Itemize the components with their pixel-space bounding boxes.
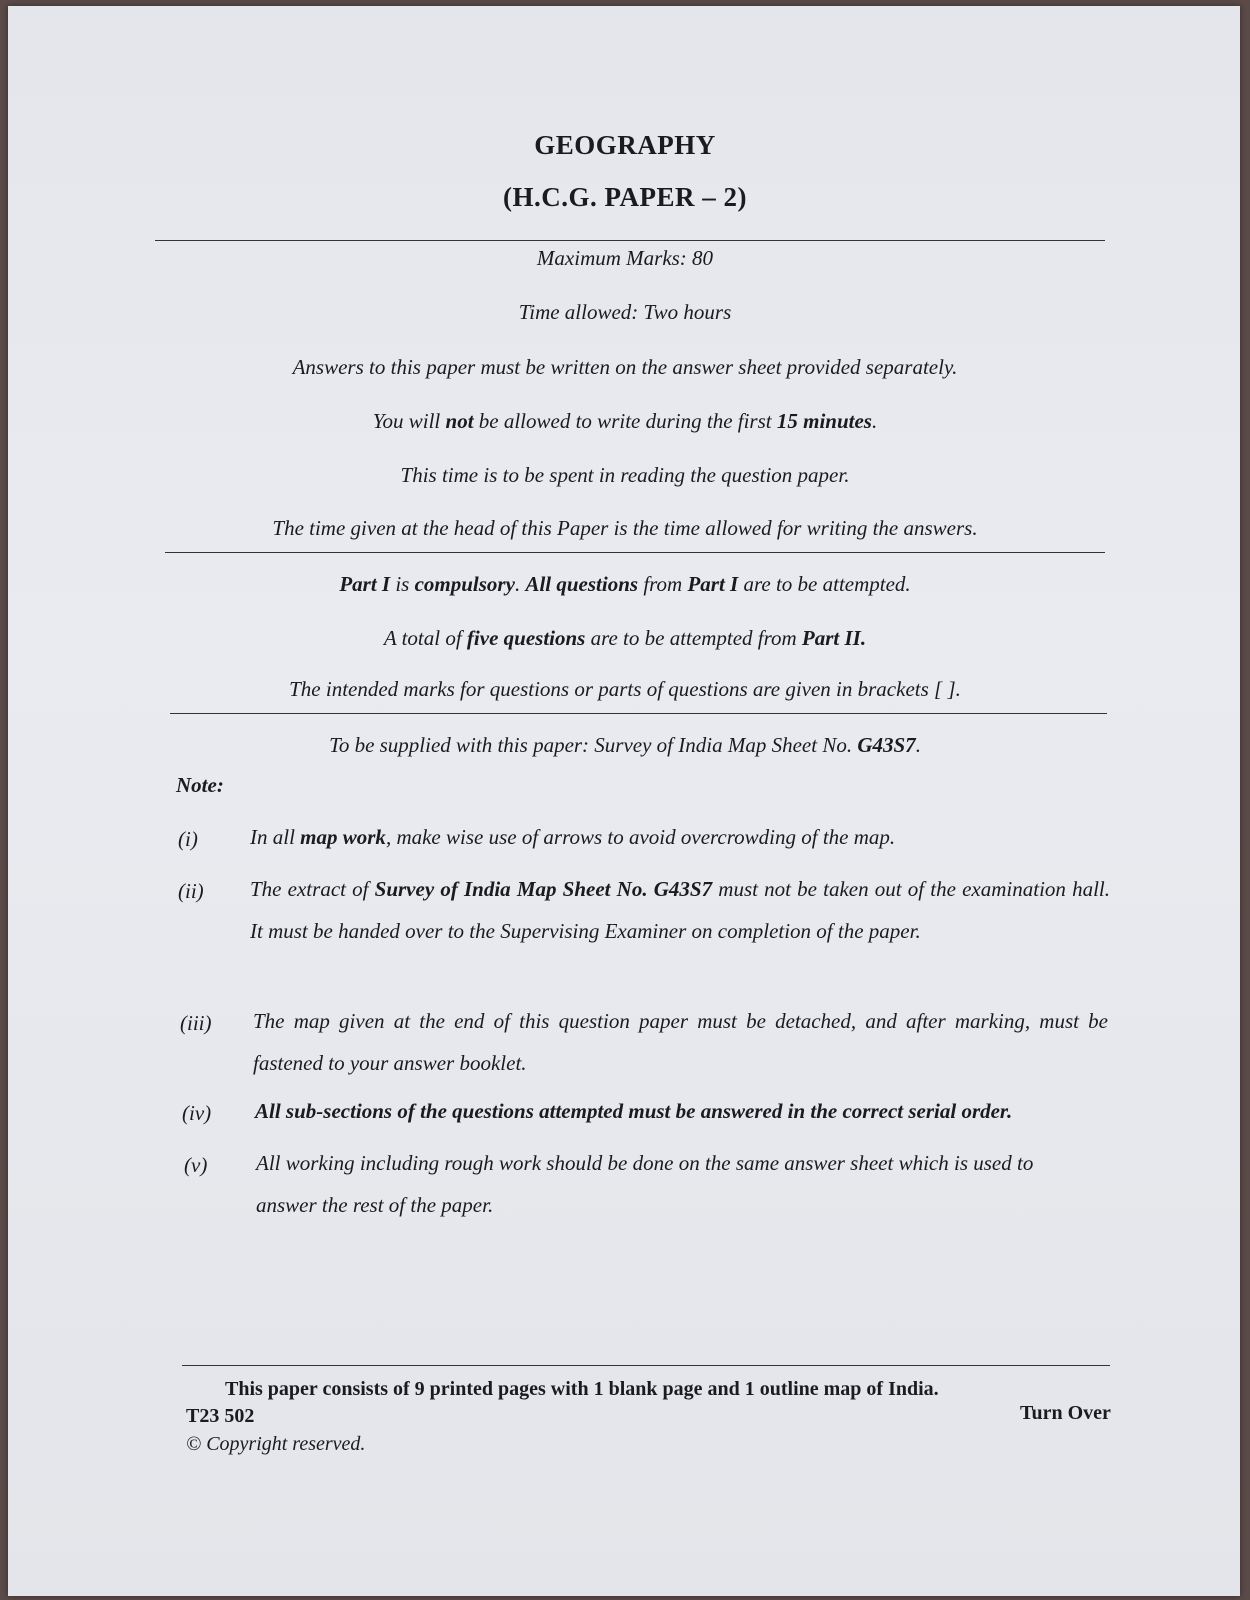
no-write-instruction: You will not be allowed to write during the first 15 minutes.: [372, 409, 878, 433]
marks-brackets-instruction: The intended marks for questions or parts of questions are given in brackets [ ].: [289, 677, 961, 701]
note-number-1: (i): [178, 827, 198, 851]
divider-1: [155, 240, 1105, 241]
paper-code: T23 502: [186, 1405, 255, 1427]
footer-divider: [182, 1365, 1110, 1366]
divider-3: [170, 713, 1107, 714]
divider-2: [165, 552, 1105, 553]
part1-instruction: Part I is compulsory. All questions from Part I are to be attempted.: [339, 572, 911, 596]
note-2: The extract of Survey of India Map Sheet No. G43S7 must not be taken out of the examination hall. It must be handed over to the Supervising Examiner on completion of the paper.: [250, 877, 1111, 943]
copyright: © Copyright reserved.: [186, 1433, 366, 1455]
exam-paper-page: [8, 6, 1240, 1596]
note-1: In all map work, make wise use of arrows to avoid overcrowding of the map.: [250, 825, 896, 849]
note-3: The map given at the end of this question paper must be detached, and after marking, must be fastened to your answer booklet.: [253, 1009, 1108, 1075]
note-4: All sub-sections of the questions attempted must be answered in the correct serial order.: [255, 1099, 1013, 1123]
time-allowed: Time allowed: Two hours: [518, 300, 732, 324]
turn-over: Turn Over: [1020, 1402, 1111, 1424]
note-number-4: (iv): [182, 1101, 212, 1125]
max-marks: Maximum Marks: 80: [536, 246, 714, 270]
note-5: All working including rough work should be done on the same answer sheet which is used to answer the rest of the paper.: [256, 1151, 1034, 1217]
time-given-instruction: The time given at the head of this Paper is the time allowed for writing the answers.: [272, 516, 978, 540]
page-count: This paper consists of 9 printed pages with 1 blank page and 1 outline map of India.: [225, 1378, 939, 1400]
note-number-5: (v): [184, 1153, 208, 1177]
answer-sheet-instruction: Answers to this paper must be written on the answer sheet provided separately.: [292, 355, 958, 379]
note-label: Note:: [176, 773, 224, 797]
note-number-3: (iii): [180, 1011, 212, 1035]
part2-instruction: A total of five questions are to be attempted from Part II.: [383, 626, 867, 650]
supply-instruction: To be supplied with this paper: Survey of India Map Sheet No. G43S7.: [329, 733, 921, 757]
subject-title: GEOGRAPHY: [534, 130, 716, 160]
note-number-2: (ii): [178, 879, 204, 903]
paper-title: (H.C.G. PAPER – 2): [503, 182, 747, 212]
reading-time-instruction: This time is to be spent in reading the question paper.: [400, 463, 850, 487]
